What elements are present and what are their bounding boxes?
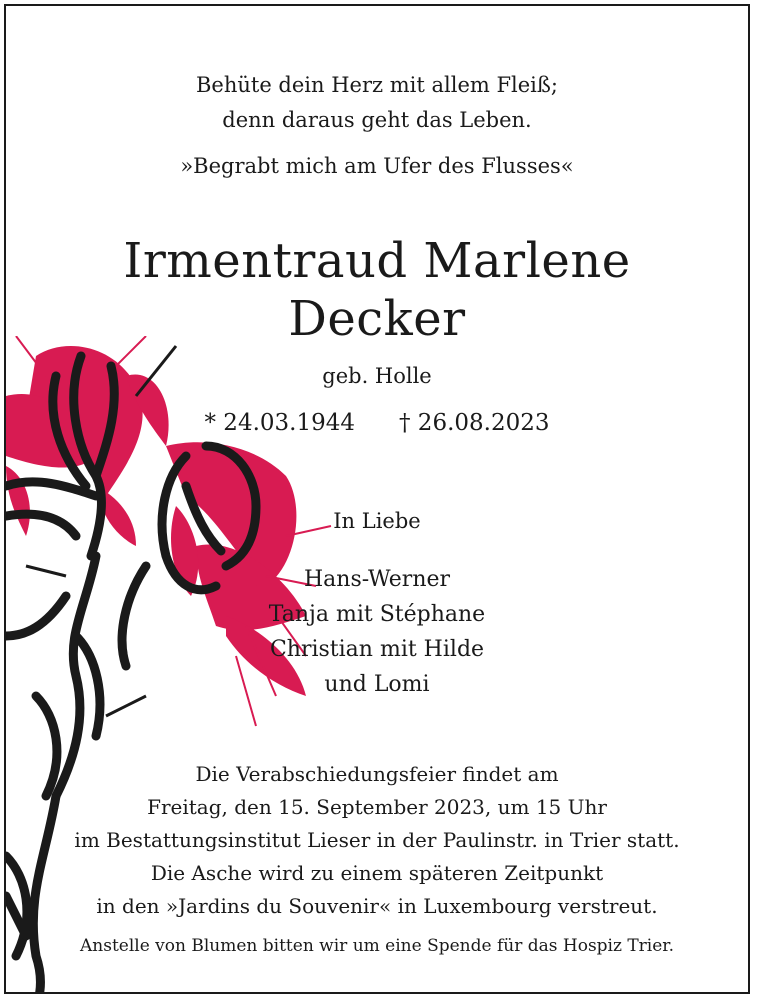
ceremony-line: im Bestattungsinstitut Lieser in der Paulinstr. in Trier statt. [74, 828, 680, 852]
obituary-card [4, 4, 750, 994]
ceremony-info [6, 758, 748, 923]
ceremony-line: in den »Jardins du Souvenir« in Luxembourg verstreut. [96, 894, 658, 918]
family-member: Hans-Werner [303, 567, 451, 592]
bible-verse [6, 68, 748, 138]
donation-note: Anstelle von Blumen bitten wir um eine Spende für das Hospiz Trier. [80, 936, 674, 956]
verse-line-2: denn daraus geht das Leben. [222, 108, 532, 132]
verse-line-1: Behüte dein Herz mit allem Fleiß; [195, 73, 558, 97]
family-member: Christian mit Hilde [269, 637, 485, 662]
ceremony-line: Die Verabschiedungsfeier findet am [195, 762, 559, 786]
maiden-name: geb. Holle [322, 364, 432, 388]
quote: »Begrabt mich am Ufer des Flusses« [180, 154, 574, 178]
family-member: und Lomi [324, 672, 430, 697]
deceased-name [6, 232, 748, 348]
family-member: Tanja mit Stéphane [268, 602, 486, 627]
in-love-heading: In Liebe [333, 509, 421, 533]
life-dates [6, 410, 748, 436]
family-list [6, 562, 748, 702]
ceremony-line: Freitag, den 15. September 2023, um 15 Uhr [147, 795, 607, 819]
birth-date: * 24.03.1944 [204, 410, 355, 436]
first-names: Irmentraud Marlene [123, 233, 631, 289]
ceremony-line: Die Asche wird zu einem späteren Zeitpunkt [150, 861, 604, 885]
death-date: † 26.08.2023 [399, 410, 550, 436]
last-name: Decker [288, 291, 466, 347]
